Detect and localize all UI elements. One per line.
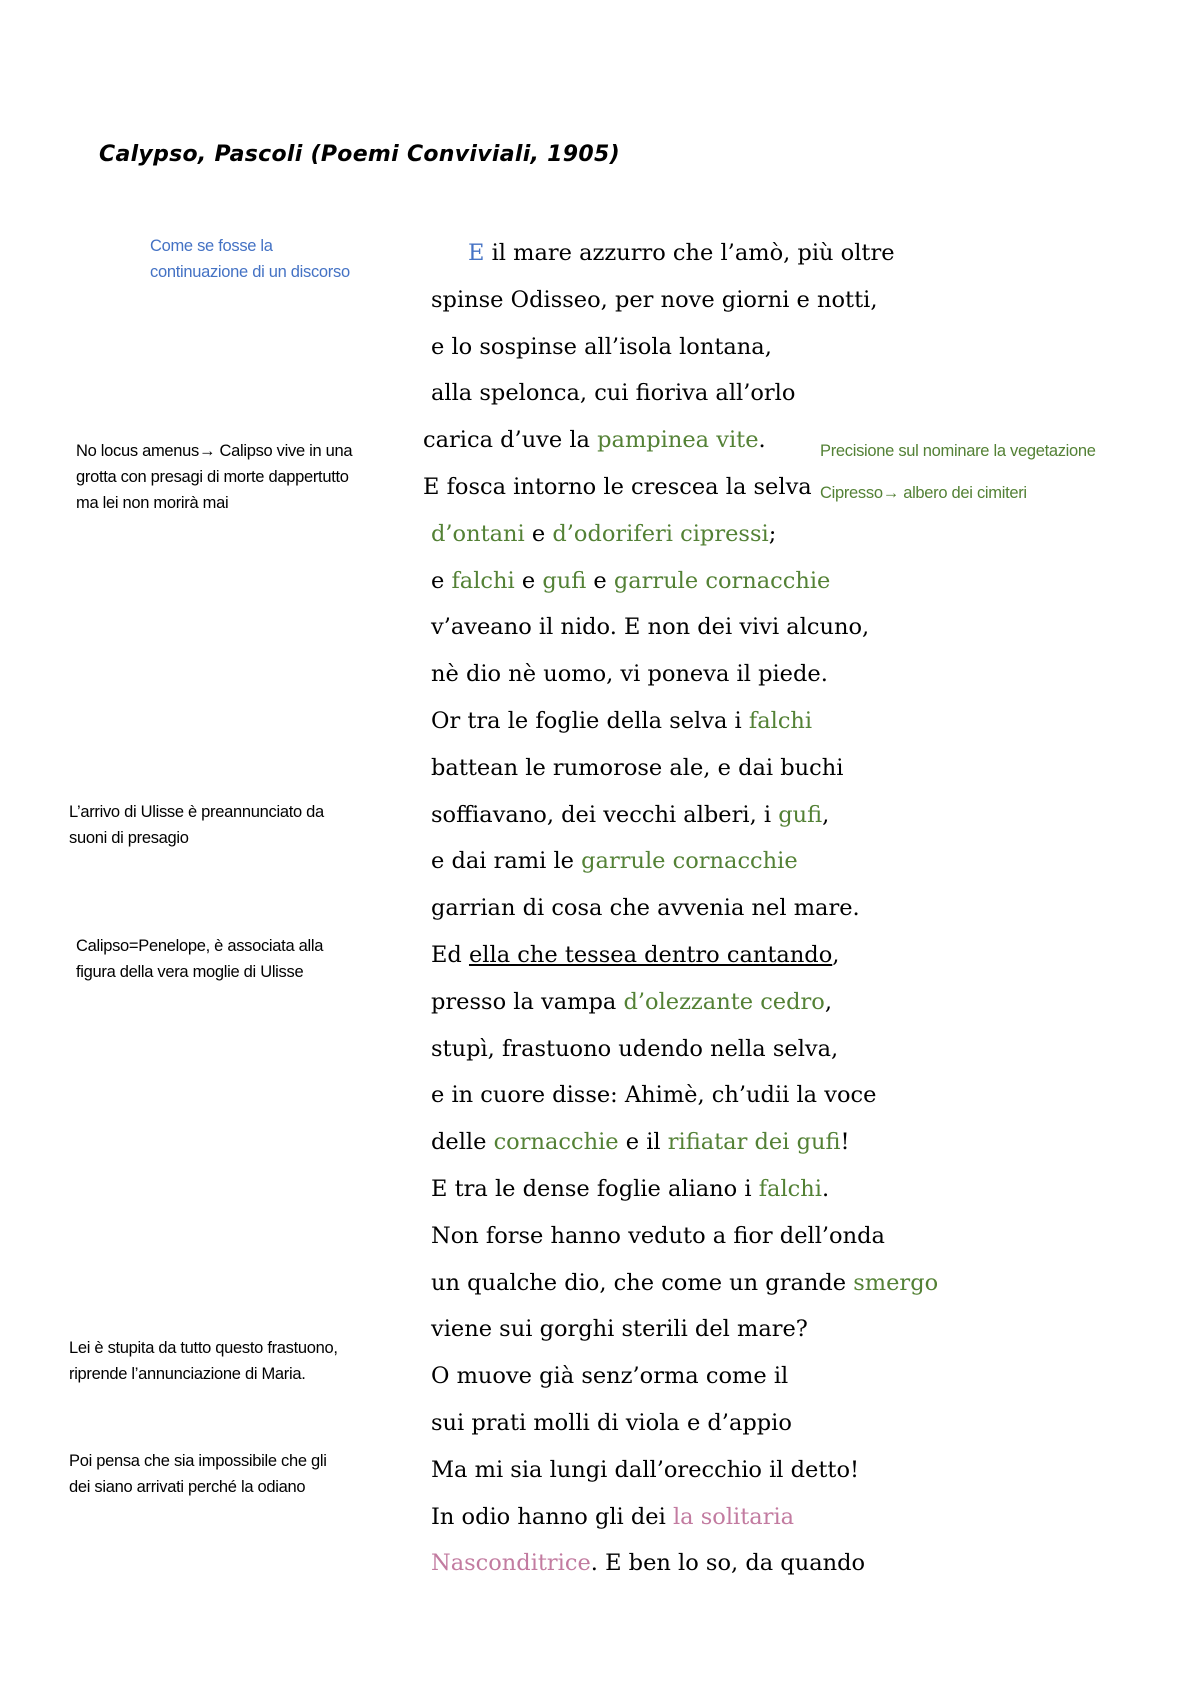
annotation-line: Cipresso→ albero dei cimiteri [820,484,1027,502]
poem-text-segment: , [832,941,840,968]
poem-line [431,698,813,745]
annotation-discorso [150,233,350,285]
poem-line [423,464,812,511]
poem-line [431,1166,830,1213]
poem-text-segment: . [758,427,766,454]
poem-text-segment: nè dio nè uomo, vi poneva il piede. [431,661,828,688]
poem-text-segment: carica d’uve la [423,427,598,454]
poem-text-segment: O muove già senz’orma come il [431,1363,789,1390]
annotation-vegetazione [820,438,1096,464]
poem-line [431,1119,850,1166]
highlight-nature: smergo [853,1269,939,1296]
poem-line [431,1447,860,1494]
poem-line [431,277,878,324]
poem-line [431,324,808,371]
poem-text-segment: . E ben lo so, da quando [590,1550,866,1577]
poem-line [431,838,808,885]
poem-text-segment: e il [618,1129,668,1156]
poem-line [431,370,808,417]
highlight-nature: falchi [451,567,515,594]
poem-text-segment: e [586,567,614,594]
annotation-dei [69,1448,327,1500]
annotation-line: Come se fosse la [150,237,273,255]
poem-line [431,651,828,698]
poem-text-segment: , [822,801,830,828]
highlight-nature: cornacchie [493,1129,619,1156]
poem-line [431,745,844,792]
annotation-line: No locus amenus→ Calipso vive in una [76,442,353,460]
annotation-line: dei siano arrivati perché la odiano [69,1478,306,1496]
poem-text-segment: alla spelonca, cui fioriva all’orlo [431,380,796,407]
poem-line [431,1494,808,1541]
highlight-nature: gufi [778,801,823,828]
poem-line [431,1306,808,1353]
poem-line [431,1353,808,1400]
poem-text-segment: e [524,520,553,547]
poem-text-segment: un qualche dio, che come un grande [431,1269,854,1296]
highlight-nature: rifiatar dei gufi [667,1129,841,1156]
poem-text-segment: stupì, frastuono udendo nella selva, [431,1035,839,1062]
poem-text-segment: il mare azzurro che l’amò, più oltre [484,240,895,266]
poem-line [431,511,808,558]
poem-text-segment: Or tra le foglie della selva i [431,707,749,734]
annotation-locus-amenus [76,438,352,516]
highlight-nature: gufi [542,567,587,594]
poem-line-overflow [431,230,895,277]
document-title: Calypso, Pascoli (Poemi Conviviali, 1905) [99,142,620,167]
highlight-nature: falchi [748,707,813,734]
poem-text-segment: In odio hanno gli dei [431,1503,673,1530]
poem-text-segment: ; [768,520,777,547]
poem-text-segment: E fosca intorno le crescea la selva [423,473,812,500]
poem-text-segment: . [821,1175,830,1202]
annotation-cipresso [820,480,1027,506]
poem-line-overflow [431,1260,938,1307]
highlight-nature: pampinea vite [597,427,759,454]
annotation-line: Lei è stupita da tutto questo frastuono, [69,1339,338,1357]
poem-text-segment: sui prati molli di viola e d’appio [431,1409,792,1436]
poem-text-segment: spinse Odisseo, per nove giorni e notti, [431,286,878,313]
highlight-epithet: Nasconditrice [431,1550,591,1577]
poem-text-segment: soffiavano, dei vecchi alberi, i [431,801,779,828]
poem-text-segment: e in cuore disse: Ahimè, ch’udii la voce [431,1082,877,1109]
poem-text [423,230,885,1587]
highlight-nature: falchi [758,1175,822,1202]
highlight-nature: d’odoriferi cipressi [552,520,769,547]
annotation-line: ma lei non morirà mai [76,494,229,512]
poem-text-segment: ! [840,1129,850,1156]
annotation-penelope [76,933,323,985]
poem-line [431,1072,877,1119]
annotation-stupita [69,1335,338,1387]
poem-line [431,1400,808,1447]
poem-text-segment: E tra le dense foglie aliano i [431,1175,759,1202]
poem-text-segment: e dai rami le [431,848,582,875]
poem-line [431,932,840,979]
annotation-line: Calipso=Penelope, è associata alla [76,937,324,955]
poem-line [431,979,832,1026]
annotation-line: suoni di presagio [69,829,189,847]
annotation-line: L’arrivo di Ulisse è preannunciato da [69,803,324,821]
annotation-line: Precisione sul nominare la vegetazione [820,442,1096,460]
annotation-line: continuazione di un discorso [150,263,350,281]
underlined-phrase: ella che tessea dentro cantando [468,941,833,968]
initial-letter: E [468,240,485,266]
poem-text-segment: battean le rumorose ale, e dai buchi [431,754,844,781]
poem-line-overflow [431,558,830,605]
poem-line [431,604,870,651]
poem-text-segment: , [824,988,832,1015]
poem-line [431,885,860,932]
poem-text-segment: viene sui gorghi sterili del mare? [431,1316,808,1343]
highlight-nature: d’ontani [431,520,525,547]
poem-line [423,417,808,464]
highlight-epithet: la solitaria [672,1503,795,1530]
annotation-arrivo-ulisse [69,799,324,851]
poem-text-segment: garrian di cosa che avvenia nel mare. [431,895,860,922]
annotation-line: grotta con presagi di morte dappertutto [76,468,349,486]
poem-text-segment: e lo sospinse all’isola lontana, [431,333,772,360]
highlight-nature: d’olezzante cedro [623,988,825,1015]
poem-text-segment: v’aveano il nido. E non dei vivi alcuno, [431,614,870,641]
poem-text-segment: delle [431,1129,494,1156]
poem-text-segment: Non forse hanno veduto a fior dell’onda [431,1222,885,1249]
poem-text-segment: Ma mi sia lungi dall’orecchio il detto! [431,1456,860,1483]
poem-text-segment: Ed [431,941,469,968]
poem-text-segment: presso la vampa [431,988,624,1015]
poem-line [431,1026,839,1073]
highlight-nature: garrule cornacchie [581,848,798,875]
highlight-nature: garrule cornacchie [613,567,831,594]
poem-line [431,1540,866,1587]
annotation-line: Poi pensa che sia impossibile che gli [69,1452,327,1470]
poem-text-segment: e [514,567,543,594]
annotation-line: riprende l’annunciazione di Maria. [69,1365,306,1383]
poem-line [431,792,830,839]
annotation-line: figura della vera moglie di Ulisse [76,963,304,981]
poem-line [431,1213,885,1260]
poem-text-segment: e [431,567,452,594]
